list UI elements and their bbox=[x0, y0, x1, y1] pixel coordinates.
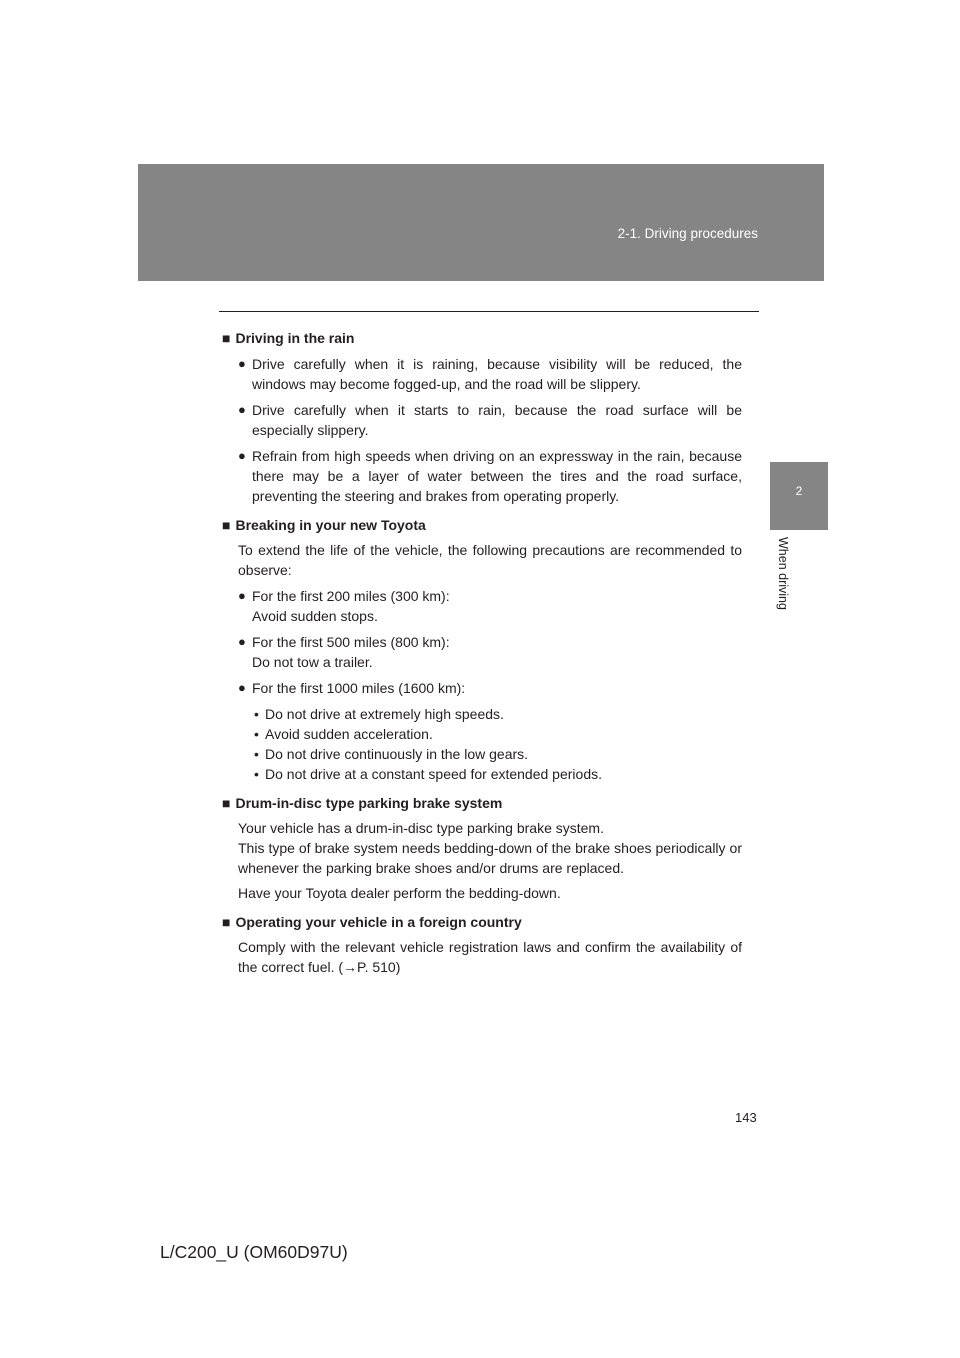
header-band bbox=[138, 164, 824, 281]
paragraph: To extend the life of the vehicle, the following precautions are recommended to observe: bbox=[238, 542, 742, 578]
chapter-label: When driving bbox=[776, 537, 790, 610]
list-item: ● For the first 1000 miles (1600 km): bbox=[238, 680, 466, 696]
sub-list-item: • Do not drive continuously in the low gears. bbox=[254, 746, 529, 762]
main-content bbox=[222, 328, 742, 977]
sub-list bbox=[222, 704, 742, 784]
paragraph: Comply with the relevant vehicle registration laws and confirm the availability of the correct fuel. (→P. 510) bbox=[238, 939, 742, 975]
paragraph: Your vehicle has a drum-in-disc type parking brake system. This type of brake system needs bedding-down of the brake shoes periodically or whenever the parking brake shoes and/or drums are replaced. bbox=[238, 820, 742, 876]
circle-bullet-icon: ● bbox=[238, 680, 246, 695]
square-bullet-icon: ■ bbox=[222, 795, 231, 811]
page-number: 143 bbox=[735, 1110, 757, 1125]
chapter-tab bbox=[770, 462, 828, 530]
section-heading: ■ Operating your vehicle in a foreign country bbox=[222, 914, 522, 930]
sub-list-item: • Do not drive at a constant speed for extended periods. bbox=[254, 766, 602, 782]
circle-bullet-icon: ● bbox=[238, 634, 246, 649]
section-heading: ■ Driving in the rain bbox=[222, 330, 355, 346]
list-item: ● For the first 200 miles (300 km): Avoid sudden stops. bbox=[238, 588, 450, 624]
section-heading: ■ Breaking in your new Toyota bbox=[222, 517, 426, 533]
list-item: ● Drive carefully when it starts to rain, because the road surface will be especially slippery. bbox=[238, 402, 742, 438]
section-title: 2-1. Driving procedures bbox=[617, 226, 758, 241]
circle-bullet-icon: ● bbox=[238, 588, 246, 603]
chapter-number: 2 bbox=[795, 484, 803, 498]
square-bullet-icon: ■ bbox=[222, 914, 231, 930]
list-item: ● Refrain from high speeds when driving on an expressway in the rain, because there may be a layer of water between the tires and the road surface, preventing the steering and brakes from operating properly. bbox=[238, 448, 742, 504]
sub-list-item: • Do not drive at extremely high speeds. bbox=[254, 706, 504, 722]
document-code: L/C200_U (OM60D97U) bbox=[160, 1242, 348, 1262]
circle-bullet-icon: ● bbox=[238, 356, 246, 371]
list-item: ● Drive carefully when it is raining, because visibility will be reduced, the windows may become fogged-up, and the road will be slippery. bbox=[238, 356, 742, 392]
square-bullet-icon: ■ bbox=[222, 330, 231, 346]
paragraph: Have your Toyota dealer perform the bedding-down. bbox=[238, 885, 561, 901]
square-bullet-icon: ■ bbox=[222, 517, 231, 533]
circle-bullet-icon: ● bbox=[238, 448, 246, 463]
sub-list-item: • Avoid sudden acceleration. bbox=[254, 726, 433, 742]
header-divider bbox=[219, 311, 759, 312]
circle-bullet-icon: ● bbox=[238, 402, 246, 417]
section-heading: ■ Drum-in-disc type parking brake system bbox=[222, 795, 503, 811]
list-item: ● For the first 500 miles (800 km): Do not tow a trailer. bbox=[238, 634, 450, 670]
